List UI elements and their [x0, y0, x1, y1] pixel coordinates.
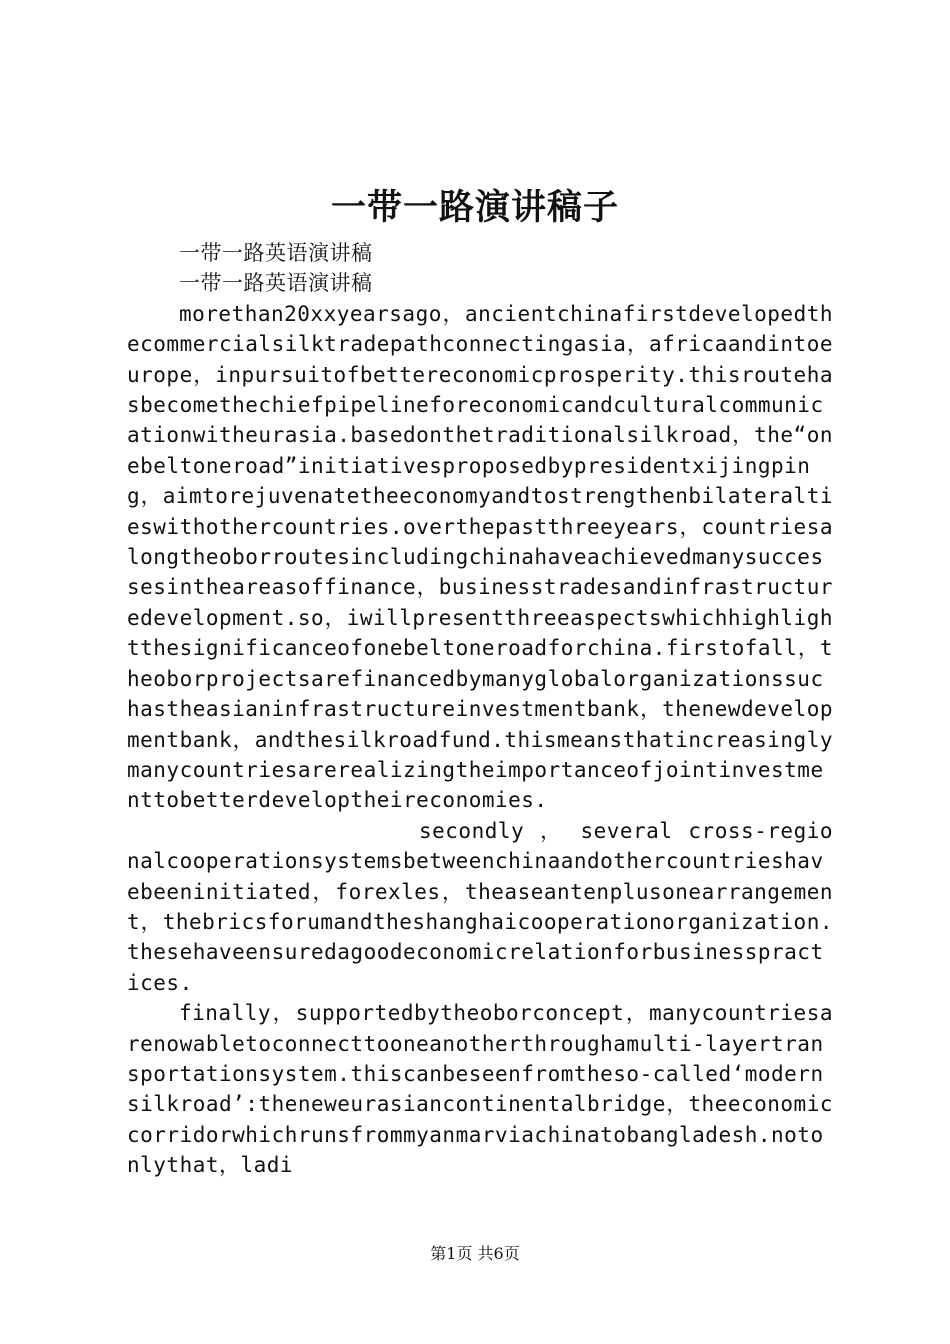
document-body [127, 238, 833, 1181]
paragraph-1: morethan20xxyearsago，ancientchinafirstdevelopedthecommercialsilktradepathconnectingasia，africaandintoeurope，inpursuitofbettereconomicprosperity.thisroutehasbecomethechiefpipelineforeconomicandculturalcommunicationwitheurasia.basedonthetraditionalsilkroad，the“onebeltoneroad”initiativesproposedbypresidentxijingping，aimtorejuvenatetheeconomyandtostrengthenbilateraltieswithothercountries.overthepastthreeyears，countriesalongtheoborroutesincludingchinahaveachievedmanysuccessesintheareasoffinance，businesstradesandinfrastructuredevelopment.so，iwillpresentthreeaspectswhichhighlightthesignificanceofonebeltoneroadforchina.firstofall，theoborprojectsarefinancedbymanyglobalorganizationssuchastheasianinfrastructureinvestmentbank，thenewdevelopmentbank，andthesilkroadfund.thismeansthatincreasinglymanycountriesarerealizingtheimportanceofjointinvestmenttobetterdeveloptheireconomies. [127, 301, 833, 813]
paragraph-2: secondly ， several cross-regionalcooperationsystemsbetweenchinaandothercountrieshavebeeninitiated，forexles，theaseantenplusonearrangement，thebricsforumandtheshanghaicooperationorganization.thesehaveensuredagoodeconomicrelationforbusinesspractices. [127, 818, 833, 995]
page-footer: 第1页 共6页 [430, 1244, 520, 1263]
paragraph-3: finally，supportedbytheoborconcept，manycountriesarenowabletoconnecttooneanotherthroughamulti-layertransportationsystem.thiscanbeseenfromtheso-called‘modernsilkroad’:theneweurasiancontinentalbridge，theeconomiccorridorwhichrunsfrommyanmarviachinatobangladesh.notonlythat，ladi [127, 1001, 833, 1178]
subtitle-line-2: 一带一路英语演讲稿 [179, 271, 373, 296]
subtitle-line-1: 一带一路英语演讲稿 [179, 241, 373, 265]
document-title: 一带一路演讲稿子 [330, 187, 619, 228]
